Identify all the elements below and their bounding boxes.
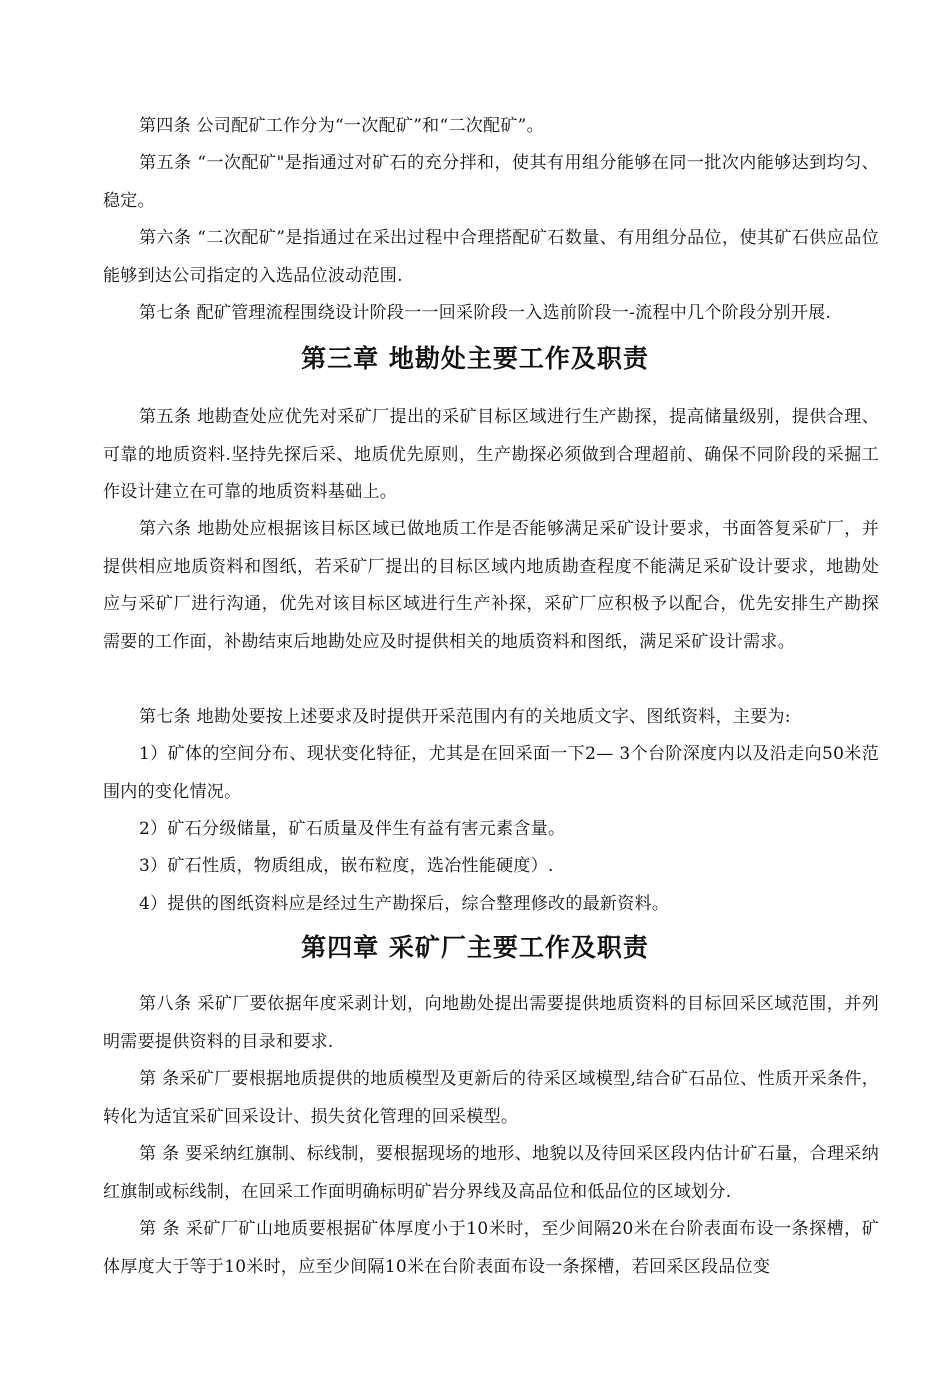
article-red-flag-marking: 第 条 要采纳红旗制、标线制，要根据现场的地形、地貌以及待回采区段内估计矿石量，合理采纳红旗制或标线制，在回采工作面明确标明矿岩分界线及高品位和低品位的区域划分. [103, 1144, 879, 1202]
article-4: 第四条 公司配矿工作分为“一次配矿”和“二次配矿”。 [139, 116, 544, 136]
list-item-2: 2）矿石分级储量，矿石质量及伴生有益有害元素含量。 [139, 819, 566, 839]
list-item-1: 1）矿体的空间分布、现状变化特征，尤其是在回采面一下2— 3个台阶深度内以及沿走向50米范围内的变化情况。 [103, 744, 879, 802]
article-6-exploration-reply: 第六条 地勘处应根据该目标区域已做地质工作是否能够满足采矿设计要求，书面答复采矿厂，并提供相应地质资料和图纸，若采矿厂提出的目标区域内地质勘查程度不能满足采矿设计要求，地勘处应与采矿厂进行沟通，优先对该目标区域进行生产补探，采矿厂应积极予以配合，优先安排生产勘探需要的工作面，补勘结束后地勘处应及时提供相关的地质资料和图纸，满足采矿设计需求。 [103, 519, 879, 652]
chapter-3-title: 第三章 地勘处主要工作及职责 [301, 344, 649, 373]
article-6-secondary-blending: 第六条 “二次配矿”是指通过在采出过程中合理搭配矿石数量、有用组分品位，使其矿石供应品位能够到达公司指定的入选品位波动范围. [103, 228, 879, 286]
article-trench-layout: 第 条 采矿厂矿山地质要根据矿体厚度小于10米时，至少间隔20米在台阶表面布设一条探槽，矿体厚度大于等于10米时，应至少间隔10米在台阶表面布设一条探槽，若回采区段品位变 [103, 1219, 879, 1277]
list-item-4: 4）提供的图纸资料应是经过生产勘探后，综合整理修改的最新资料。 [139, 894, 670, 914]
list-item-3: 3）矿石性质，物质组成，嵌布粒度，选冶性能硬度）. [139, 856, 554, 876]
article-mining-model: 第 条采矿厂要根据地质提供的地质模型及更新后的待采区域模型,结合矿石品位、性质开采条件，转化为适宜采矿回采设计、损失贫化管理的回采模型。 [103, 1069, 879, 1127]
article-5-primary-blending: 第五条 “一次配矿"是指通过对矿石的充分拌和，使其有用组分能够在同一批次内能够达到均匀、稳定。 [103, 153, 879, 211]
article-7-process-stages: 第七条 配矿管理流程围绕设计阶段一一回采阶段一入选前阶段一-流程中几个阶段分别开展. [139, 303, 832, 323]
article-8-request: 第八条 采矿厂要依据年度采剥计划，向地勘处提出需要提供地质资料的目标回采区域范围，并列明需要提供资料的目录和要求. [103, 994, 879, 1052]
article-5-exploration: 第五条 地勘查处应优先对采矿厂提出的采矿目标区域进行生产勘探，提高储量级别，提供合理、可靠的地质资料.坚持先探后采、地质优先原则，生产勘探必须做到合理超前、确保不同阶段的采掘工作设计建立在可靠的地质资料基础上。 [103, 407, 879, 502]
article-7-data-provision: 第七条 地勘处要按上述要求及时提供开采范围内有的关地质文字、图纸资料，主要为: [139, 707, 791, 727]
chapter-4-title: 第四章 采矿厂主要工作及职责 [301, 933, 649, 962]
